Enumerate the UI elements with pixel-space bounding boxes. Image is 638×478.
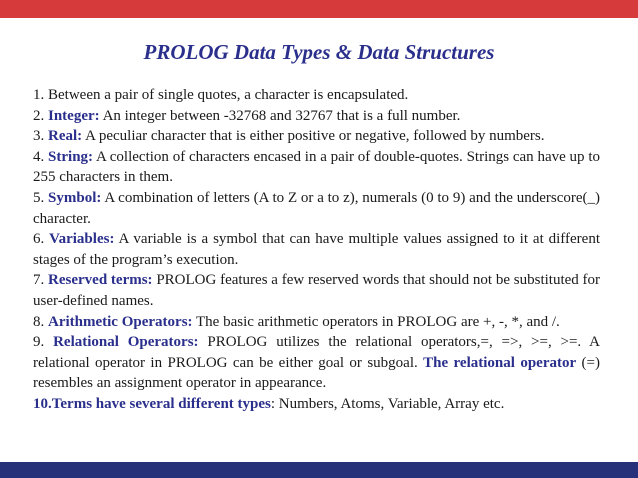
item-number: 3. [33, 128, 48, 145]
slide-title: PROLOG Data Types & Data Structures [143, 40, 495, 64]
item-term: Symbol: [48, 189, 102, 206]
item-text: An integer between -32768 and 32767 that is a full number. [99, 107, 461, 124]
bottom-accent-bar [0, 462, 638, 478]
item-number: 2. [33, 107, 48, 124]
item-term: Arithmetic Operators: [48, 313, 193, 330]
list-item [33, 312, 600, 333]
list-item [33, 106, 600, 127]
item-number: 5. [33, 189, 49, 206]
item-text: A collection of characters encased in a pair of double-quotes. Strings can have up to 255 characters in them. [33, 148, 600, 186]
slide-body [33, 85, 600, 415]
list-item [33, 270, 600, 311]
item-number: 1. [33, 87, 48, 103]
item-number: 4. [33, 148, 49, 165]
list-item [33, 188, 600, 229]
list-item [33, 332, 600, 394]
list-item [33, 126, 600, 147]
item-term: Relational Operators: [53, 334, 199, 351]
list-item [33, 394, 600, 415]
item-term: Reserved terms: [48, 272, 153, 289]
item-text-secondary: (=) resembles an assignment operator in appearance. [33, 354, 601, 392]
item-term-secondary: The relational operator [423, 354, 577, 371]
item-text: PROLOG features a few reserved words that should not be substituted for user-defined names. [33, 272, 601, 309]
item-text: PROLOG utilizes the relational operators,=, =>, >=, >=. A relational operator in PROLOG can be either goal or subgoal. [33, 334, 601, 371]
item-term: String: [48, 148, 94, 165]
item-number: 6. [33, 231, 50, 248]
item-number: 7. [33, 272, 49, 289]
item-term: Variables: [49, 231, 115, 248]
item-number: 9. [33, 334, 54, 351]
item-term: Integer: [48, 107, 100, 124]
item-number: 8. [33, 313, 48, 330]
item-text: A peculiar character that is either positive or negative, followed by numbers. [82, 128, 545, 145]
top-accent-bar [0, 0, 638, 18]
item-text: The basic arithmetic operators in PROLOG are +, -, *, and /. [192, 313, 560, 330]
item-text: : Numbers, Atoms, Variable, Array etc. [270, 395, 505, 412]
list-item [33, 147, 600, 188]
item-term: 10.Terms have several different types [33, 395, 271, 412]
item-text: A combination of letters (A to Z or a to z), numerals (0 to 9) and the underscore(_) character. [33, 189, 600, 227]
item-text: Between a pair of single quotes, a character is encapsulated. [48, 87, 409, 103]
item-text: A variable is a symbol that can have multiple values assigned to it at different stages of the program’s execution. [33, 231, 601, 268]
list-item [33, 229, 600, 270]
item-term: Real: [48, 128, 83, 145]
list-item [33, 85, 600, 106]
